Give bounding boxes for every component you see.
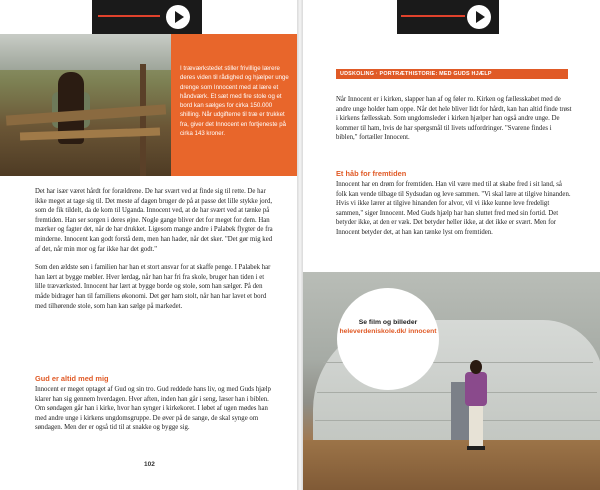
left-page bbox=[0, 0, 297, 490]
tent-portrait-photo bbox=[303, 272, 600, 490]
photo-caption-box: I træværkstedet stiller frivillige lærere deres viden til rådighed og hjælper unge drenge som Innocent med at lære et håndværk. Et sæt med fire stole og et bord kan sælges for cirka 150.000 shilling. Når udgifterne til træ er trukket fra, giver det Innocent en fortjeneste på cirka 143 kroner. bbox=[171, 34, 297, 176]
video-progress-line bbox=[401, 15, 465, 17]
paragraph: Når Innocent er i kirken, slapper han af og føler ro. Kirken og fællesskabet med de andre unge holder ham oppe. Når det hele bliver lidt for hårdt, kan han altid finde trøst i kirkens fællesskab. Som ungdomsleder i kirken hjælper han også andre unge. De kommer til ham, hvis de har spørgsmål til livets udfordringer. "Svarene findes i biblen," fortæller Innocent. bbox=[336, 96, 572, 142]
left-body-text bbox=[35, 187, 273, 320]
paragraph: Innocent er meget optaget af Gud og sin tro. Gud reddede hans liv, og med Guds hjælp klarer han sig gennem hverdagen. Hver aften, inden han går i seng, læser han i biblen. Om søndagen går han i kirke, hvor han synger i kirkekoret. I løbet af ugen mødes han med andre unge i kirkens ungdomsgruppe. De øver på de sange, de skal synge om søndagen. Men der er også tid til at snakke og bygge sig. bbox=[35, 386, 271, 432]
video-player-bar[interactable] bbox=[92, 0, 202, 34]
video-progress-line bbox=[98, 15, 160, 17]
section-heading: Gud er altid med mig bbox=[35, 374, 109, 383]
paragraph: Det har især været hårdt for forældrene. De har svært ved at finde sig til rette. De har ikke meget at tage sig til. Det meste af dagen bruger de på at passe det lille stykke jord, som de fik tildelt, da de kom til Uganda. Innocent ved, at de har svært ved at tænke på fremtiden. Han ser sorgen i deres øjne. Nogle gange bliver det for meget for dem. Han mærker og fagter det, når de har drukket. Ligesom mange andre i Palabek flygter de fra minderne. Innocent kan godt forstå dem, men han hader, når det sker. "Det gør mig ked af det, når min mor og far ikke har det godt." bbox=[35, 188, 273, 253]
paragraph: Som den ældste søn i familien har han et stort ansvar for at skaffe penge. I Palabek har han lært at bygge møbler. Hver lørdag, når han har fri fra skole, bruger han tiden i et lille træværksted. Innocent har lært at bygge borde og stole, som han sælger. På den måde bidrager han til familiens økonomi. Det gør ham stolt, når han har lavet et bord med tilhørende stole, som han kan sælge på markedet. bbox=[35, 264, 271, 310]
badge-text: Se film og billeder bbox=[358, 319, 418, 326]
film-link-badge[interactable] bbox=[337, 288, 439, 390]
website-link[interactable]: heleverdeniskole.dk/ innocent bbox=[339, 328, 437, 336]
right-body-text bbox=[336, 95, 572, 152]
section-heading: Et håb for fremtiden bbox=[336, 169, 407, 178]
video-player-bar-right[interactable] bbox=[397, 0, 499, 34]
workshop-photo bbox=[0, 34, 171, 176]
section-tag: UDSKOLING · PORTRÆTHISTORIE: MED GUDS HJÆLP bbox=[336, 69, 568, 79]
left-body-text-2 bbox=[35, 385, 273, 442]
play-icon[interactable] bbox=[166, 5, 190, 29]
right-page bbox=[303, 0, 600, 490]
paragraph: Innocent har en drøm for fremtiden. Han vil være med til at skabe fred i sit land, så folk kan vende tilbage til Sydsudan og leve sammen. "Vi skal lære at tilgive hinanden. Hvis vi ikke lærer at tilgive hinanden for alvor, vil vi ikke kunne leve fredeligt sammen," siger Innocent. Med Guds hjælp har han sluttet fred med sin fortid. Det betyder ikke, at den er væk. Det betyder heller ikke, at det ikke er svært. Men for Innocent betyder det, at han kan tænke lyst om fremtiden. bbox=[336, 181, 571, 236]
page-number: 102 bbox=[144, 461, 155, 468]
right-body-text-2 bbox=[336, 180, 572, 247]
play-icon[interactable] bbox=[467, 5, 491, 29]
